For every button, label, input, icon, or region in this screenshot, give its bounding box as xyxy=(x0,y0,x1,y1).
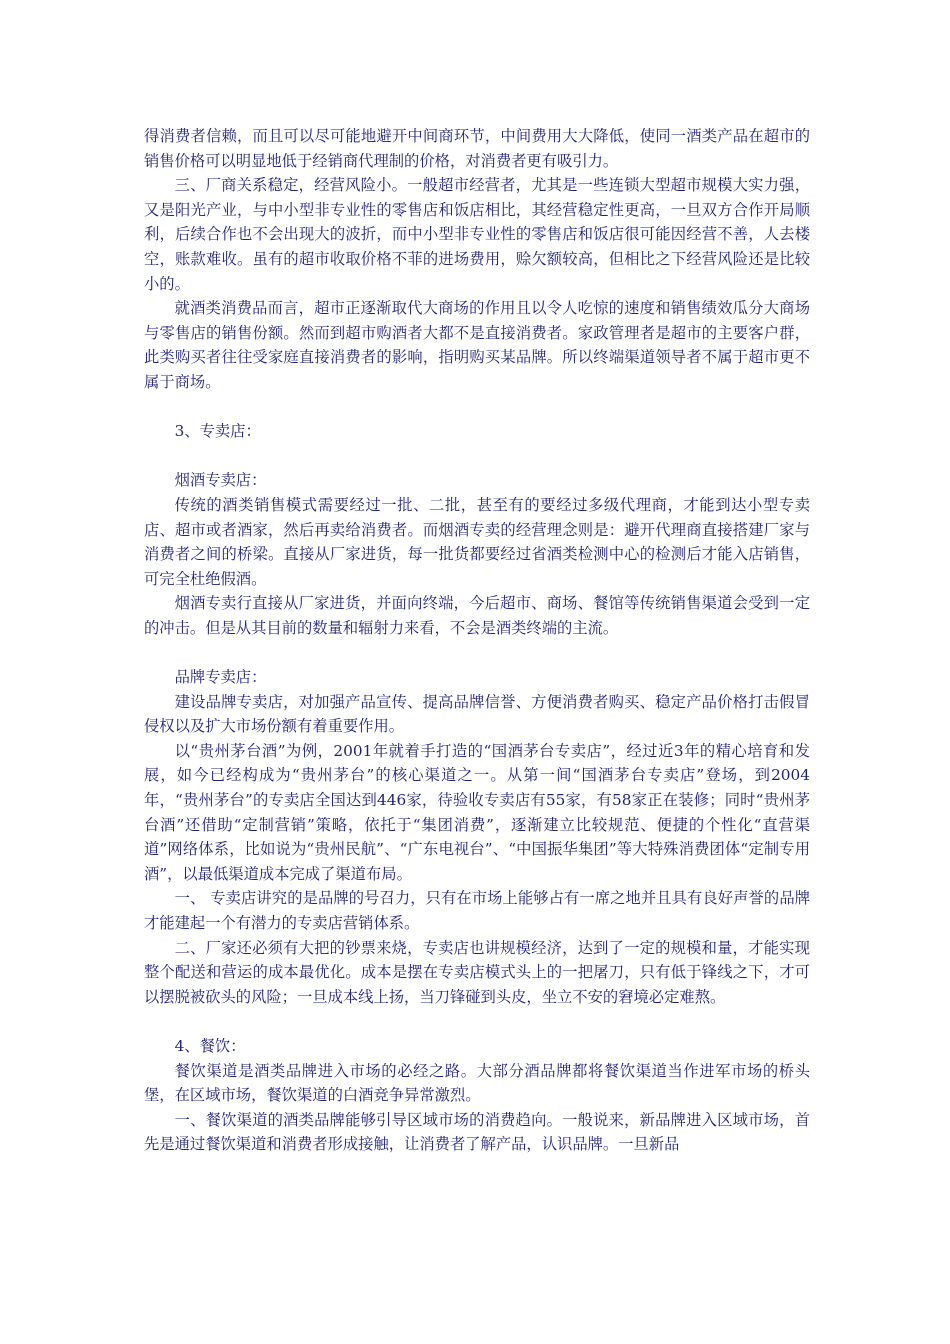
paragraph: 得消费者信赖，而且可以尽可能地避开中间商环节，中间费用大大降低，使同一酒类产品在超市的销售价格可以明显地低于经销商代理制的价格，对消费者更有吸引力。 xyxy=(144,127,810,170)
paragraph: 二、厂家还必须有大把的钞票来烧，专卖店也讲规模经济，达到了一定的规模和量，才能实现整个配送和营运的成本最优化。成本是摆在专卖店模式头上的一把屠刀，只有低于锋线之下，才可以摆脱被砍头的风险；一旦成本线上扬，当刀锋碰到头皮，坐立不安的窘境必定难熬。 xyxy=(144,938,810,1006)
blank-line xyxy=(144,395,810,420)
paragraph: 烟酒专卖行直接从厂家进货，并面向终端，今后超市、商场、餐馆等传统销售渠道会受到一定的冲击。但是从其目前的数量和辐射力来看，不会是酒类终端的主流。 xyxy=(144,594,810,637)
paragraph: 三、厂商关系稳定，经营风险小。一般超市经营者，尤其是一些连锁大型超市规模大实力强，又是阳光产业，与中小型非专业性的零售店和饭店相比，其经营稳定性更高，一旦双方合作开局顺利，后续合作也不会出现大的波折，而中小型非专业性的零售店和饭店很可能因经营不善，人去楼空，账款难收。虽有的超市收取价格不菲的进场费用，赊欠额较高，但相比之下经营风险还是比较小的。 xyxy=(144,176,810,293)
paragraph: 以“贵州茅台酒”为例，2001年就着手打造的“国酒茅台专卖店”，经过近3年的精心培育和发展，如今已经构成为“贵州茅台”的核心渠道之一。从第一间“国酒茅台专卖店”登场，到2004年，“贵州茅台”的专卖店全国达到446家，待验收专卖店有55家，有58家正在装修；同时“贵州茅台酒”还借助“定制营销”策略，依托于“集团消费”，逐渐建立比较规范、便捷的个性化“直营渠道”网络体系，比如说为“贵州民航”、“广东电视台”、“中国振华集团”等大特殊消费团体“定制专用酒”，以最低渠道成本完成了渠道布局。 xyxy=(144,741,810,883)
paragraph: 一、 专卖店讲究的是品牌的号召力，只有在市场上能够占有一席之地并且具有良好声誉的品牌才能建起一个有潜力的专卖店营销体系。 xyxy=(144,889,810,932)
paragraph: 一、餐饮渠道的酒类品牌能够引导区域市场的消费趋向。一般说来，新品牌进入区域市场，首先是通过餐饮渠道和消费者形成接触，让消费者了解产品，认识品牌。一旦新品 xyxy=(144,1110,810,1154)
blank-line xyxy=(144,1009,810,1034)
paragraph: 传统的酒类销售模式需要经过一批、二批，甚至有的要经过多级代理商，才能到达小型专卖店、超市或者酒家，然后再卖给消费者。而烟酒专卖的经营理念则是：避开代理商直接搭建厂家与消费者之间的桥梁。直接从厂家进货，每一批货都要经过省酒类检测中心的检测后才能入店销售，可完全杜绝假酒。 xyxy=(144,495,810,588)
blank-line xyxy=(144,640,810,665)
subsection-heading: 烟酒专卖店： xyxy=(174,471,267,490)
blank-line xyxy=(144,444,810,469)
subsection-heading: 品牌专卖店： xyxy=(174,668,267,687)
paragraph: 建设品牌专卖店，对加强产品宣传、提高品牌信誉、方便消费者购买、稳定产品价格打击假冒侵权以及扩大市场份额有着重要作用。 xyxy=(144,692,810,736)
paragraph: 餐饮渠道是酒类品牌进入市场的必经之路。大部分酒品牌都将餐饮渠道当作进军市场的桥头堡，在区域市场，餐饮渠道的白酒竞争异常激烈。 xyxy=(144,1061,810,1105)
section-heading: 4、餐饮： xyxy=(174,1036,246,1055)
section-heading: 3、专卖店： xyxy=(174,422,261,441)
paragraph: 就酒类消费品而言，超市正逐渐取代大商场的作用且以令人吃惊的速度和销售绩效瓜分大商场与零售店的销售份额。然而到超市购酒者大都不是直接消费者。家政管理者是超市的主要客户群，此类购买者往往受家庭直接消费者的影响，指明购买某品牌。所以终端渠道领导者不属于超市更不属于商场。 xyxy=(144,299,810,391)
document-page xyxy=(144,124,810,1157)
